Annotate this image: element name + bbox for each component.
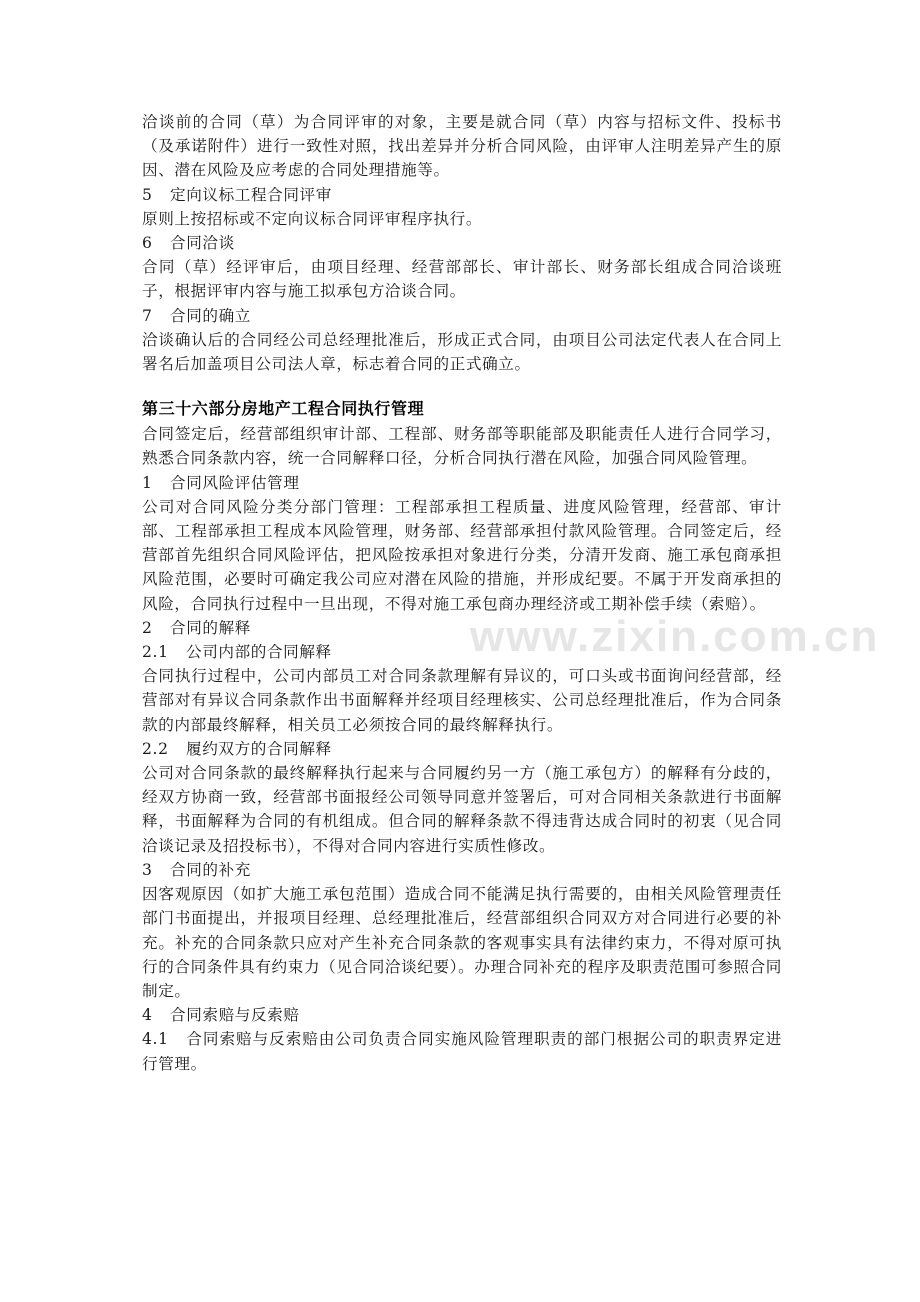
heading-number: 2.2 (142, 739, 169, 758)
heading-number: 2.1 (142, 643, 169, 662)
heading-title: 合同的补充 (170, 860, 251, 879)
heading-5 (142, 183, 782, 207)
heading-title: 定向议标工程合同评审 (170, 185, 332, 204)
paragraph-2-2: 公司对合同条款的最终解释执行起来与合同履约另一方（施工承包方）的解释有分歧的，经双方协商一致，经营部书面报经公司领导同意并签署后，可对合同相关条款进行书面解释，书面解释为合同的有机组成。但合同的解释条款不得违背达成合同时的初衷（见合同洽谈记录及招投标书），不得对合同内容进行实质性修改。 (142, 764, 782, 855)
paragraph-7: 洽谈确认后的合同经公司总经理批准后，形成正式合同，由项目公司法定代表人在合同上署名后加盖项目公司法人章，标志着合同的正式确立。 (142, 330, 782, 374)
heading-number: 3 (142, 860, 153, 879)
heading-1 (142, 471, 782, 495)
section-title: 第三十六部分房地产工程合同执行管理 (142, 399, 425, 419)
document-page (142, 110, 782, 1076)
heading-number: 5 (142, 185, 153, 204)
paragraph-6: 合同（草）经评审后，由项目经理、经营部部长、审计部长、财务部长组成合同洽谈班子，根据评审内容与施工拟承包方洽谈合同。 (142, 258, 782, 301)
heading-title: 履约双方的合同解释 (186, 739, 332, 758)
heading-2 (142, 616, 782, 640)
heading-2-2 (142, 737, 782, 761)
watermark: www.zixin.com.cn (470, 612, 880, 661)
heading-number: 2 (142, 618, 153, 637)
heading-title: 公司内部的合同解释 (186, 643, 332, 662)
heading-number: 6 (142, 234, 153, 253)
heading-title: 合同的确立 (170, 306, 251, 325)
clause-text: 合同索赔与反索赔由公司负责合同实施风险管理职责的部门根据公司的职责界定进行管理。 (142, 1030, 782, 1073)
paragraph-2-1: 合同执行过程中，公司内部员工对合同条款理解有异议的，可口头或书面询问经营部，经营部对有异议合同条款作出书面解释并经项目经理核实、公司总经理批准后，作为合同条款的内部最终解释，相关员工必须按合同的最终解释执行。 (142, 667, 782, 734)
heading-3 (142, 858, 782, 882)
heading-4 (142, 1003, 782, 1027)
heading-title: 合同洽谈 (170, 234, 235, 253)
paragraph-1: 公司对合同风险分类分部门管理：工程部承担工程质量、进度风险管理，经营部、审计部、工程部承担工程成本风险管理，财务部、经营部承担付款风险管理。合同签定后，经营部首先组织合同风险评估，把风险按承担对象进行分类，分清开发商、施工承包商承担风险范围，必要时可确定我公司应对潜在风险的措施，并形成纪要。不属于开发商承担的风险，合同执行过程中一旦出现，不得对施工承包商办理经济或工期补偿手续（索赔）。 (142, 497, 782, 613)
heading-title: 合同风险评估管理 (170, 473, 300, 492)
section-intro: 合同签定后，经营部组织审计部、工程部、财务部等职能部及职能责任人进行合同学习，熟悉合同条款内容，统一合同解释口径，分析合同执行潜在风险，加强合同风险管理。 (142, 425, 782, 468)
heading-6 (142, 231, 782, 255)
heading-2-1 (142, 640, 782, 664)
heading-number: 4 (142, 1006, 153, 1025)
heading-7 (142, 304, 782, 328)
paragraph-3: 因客观原因（如扩大施工承包范围）造成合同不能满足执行需要的，由相关风险管理责任部门书面提出，并报项目经理、总经理批准后，经营部组织合同双方对合同进行必要的补充。补充的合同条款只应对产生补充合同条款的客观事实具有法律约束力，不得对原可执行的合同条件具有约束力（见合同洽谈纪要）。办理合同补充的程序及职责范围可参照合同制定。 (142, 885, 782, 1000)
heading-title: 合同的解释 (170, 618, 251, 637)
paragraph-5: 原则上按招标或不定向议标合同评审程序执行。 (142, 209, 483, 228)
paragraph-4-1 (142, 1027, 782, 1075)
heading-number: 7 (142, 306, 153, 325)
paragraph-review-object: 洽谈前的合同（草）为合同评审的对象，主要是就合同（草）内容与招标文件、投标书（及承诺附件）进行一致性对照，找出差异并分析合同风险，由评审人注明差异产生的原因、潜在风险及应考虑的合同处理措施等。 (142, 113, 782, 180)
heading-number: 1 (142, 473, 153, 492)
heading-title: 合同索赔与反索赔 (170, 1006, 300, 1025)
clause-number: 4.1 (142, 1030, 169, 1049)
